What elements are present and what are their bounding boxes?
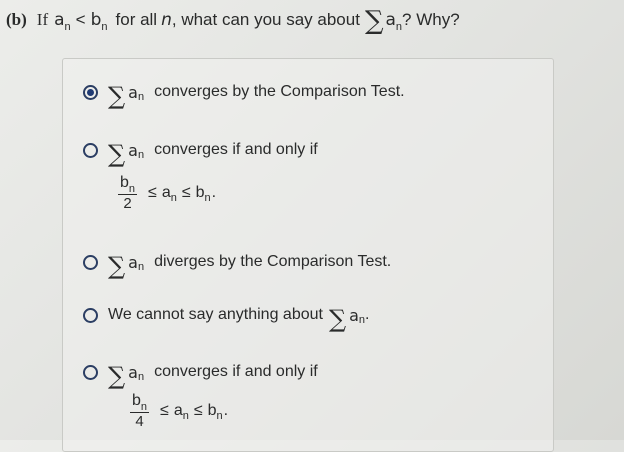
ineq-a: a (161, 184, 171, 201)
frac-b-sub: n (140, 401, 148, 413)
option-period: . (365, 306, 370, 323)
option-label: converges if and only if (154, 141, 318, 158)
ineq-b: b (207, 402, 217, 419)
le-symbol: ≤ (160, 402, 169, 419)
question-why: ? Why? (402, 10, 460, 29)
question-b-sub: n (101, 21, 108, 33)
fraction-bn-over-2 (118, 174, 137, 212)
question-for-all: for all (115, 10, 158, 29)
question-a: a (54, 10, 65, 30)
question-a-sub: n (64, 21, 71, 33)
radio-option-2[interactable] (83, 143, 98, 158)
ineq-b: b (195, 184, 205, 201)
sigma-symbol: ∑ (328, 305, 347, 333)
frac-b: b (132, 392, 141, 409)
question-b: b (90, 10, 102, 30)
question-lt: < (75, 10, 86, 29)
frac-b: b (120, 174, 129, 191)
option-converges-iff-quarter[interactable] (83, 360, 318, 390)
option-label: We cannot say anything about (108, 306, 323, 323)
a-sub: n (137, 91, 145, 103)
frac-b-sub: n (128, 183, 136, 195)
question-what: , what can you say about (171, 10, 360, 29)
sigma-symbol: ∑ (108, 140, 126, 168)
a-sub: n (358, 314, 366, 326)
option-label: converges by the Comparison Test. (154, 83, 405, 100)
frac-den: 2 (123, 195, 132, 212)
a-sub: n (137, 261, 145, 273)
option-converges-iff-half[interactable] (83, 138, 318, 168)
le-symbol: ≤ (148, 184, 157, 201)
radio-option-1[interactable] (83, 85, 98, 100)
sigma-symbol: ∑ (108, 362, 126, 390)
question-n: n (161, 10, 172, 30)
inequality-quarter (130, 392, 228, 430)
question-if: If (36, 10, 49, 29)
question-label: (b) (6, 10, 27, 29)
a-sub: n (137, 371, 145, 383)
option-label: converges if and only if (154, 363, 318, 380)
a-var: a (128, 362, 138, 382)
option-diverges-comparison[interactable] (83, 250, 392, 280)
le-symbol: ≤ (181, 184, 191, 201)
a-var: a (128, 252, 138, 272)
option-converges-comparison[interactable] (83, 80, 405, 110)
ineq-a-sub: n (182, 410, 189, 422)
ineq-b-sub: n (204, 192, 211, 204)
a-sub: n (137, 149, 145, 161)
a-var: a (349, 305, 359, 325)
radio-option-4[interactable] (83, 308, 98, 323)
ineq-period: . (223, 402, 229, 419)
ineq-a-sub: n (170, 192, 177, 204)
radio-option-5[interactable] (83, 365, 98, 380)
frac-den: 4 (135, 413, 144, 430)
a-var: a (128, 140, 138, 160)
sigma-symbol: ∑ (108, 252, 126, 280)
le-symbol: ≤ (193, 402, 203, 419)
question-text (6, 4, 460, 36)
sigma-symbol: ∑ (108, 82, 126, 110)
question-sigma: ∑ (364, 6, 384, 36)
radio-option-3[interactable] (83, 255, 98, 270)
a-var: a (128, 82, 138, 102)
option-cannot-say[interactable] (83, 303, 370, 333)
question-sum-a-sub: n (395, 21, 403, 33)
ineq-period: . (211, 184, 217, 201)
ineq-a: a (173, 402, 183, 419)
question-sum-a: a (385, 10, 396, 30)
fraction-bn-over-4 (130, 392, 149, 430)
ineq-b-sub: n (216, 410, 223, 422)
inequality-half (118, 174, 216, 212)
option-label: diverges by the Comparison Test. (154, 253, 392, 270)
